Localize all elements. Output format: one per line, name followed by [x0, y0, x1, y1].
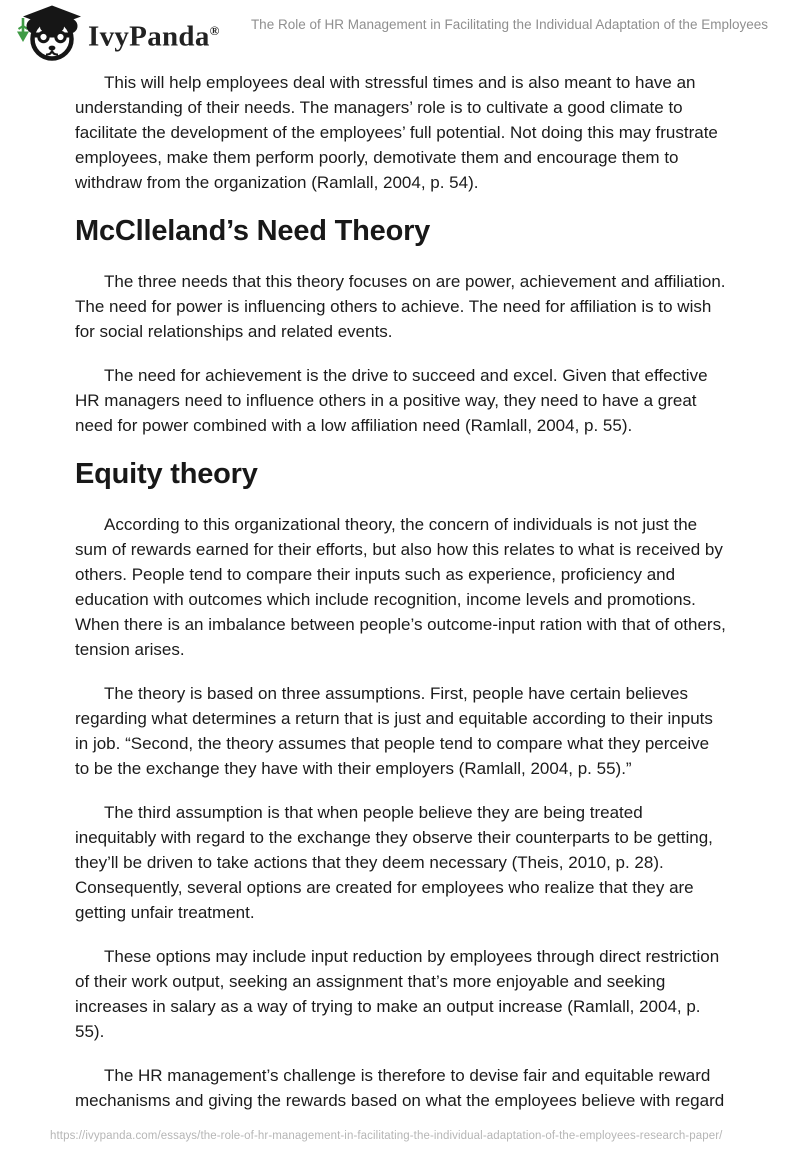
- paragraph-third-assumption: The third assumption is that when people believe they are being treated inequitably with regard to the exchange they observe their counterparts to be getting, they’ll be driven to take actions that they deem necessary (Theis, 2010, p. 28). Consequently, several options are created for employees who realize that they are getting unfair treatment.: [75, 803, 713, 922]
- paragraph-three-assumptions: The theory is based on three assumptions. First, people have certain believes regarding what determines a return that is just and equitable according to their inputs in job. “Second, the theory assumes that people tend to compare what they perceive to be the exchange they have with their employers (Ramlall, 2004, p. 55).”: [75, 684, 713, 778]
- ivypanda-logo: [12, 2, 220, 66]
- paragraph-equity-overview: According to this organizational theory, the concern of individuals is not just the sum of rewards earned for their efforts, but also how this relates to what is received by others. People tend to compare their inputs such as experience, proficiency and education with outcomes which include recognition, income levels and promotions. When there is an imbalance between people’s outcome-input ration with that of others, tension arises.: [75, 515, 726, 659]
- paragraph-need-achievement: The need for achievement is the drive to succeed and excel. Given that effective HR managers need to influence others in a positive way, they need to have a great need for power combined with a low affiliation need (Ramlall, 2004, p. 55).: [75, 366, 708, 435]
- registered-trademark-symbol: ®: [209, 23, 220, 38]
- paragraph-hr-challenge: The HR management’s challenge is therefore to devise fair and equitable reward mechanisms and giving the rewards based on what the employees believe with regard: [75, 1066, 725, 1110]
- section-heading-equity-theory: Equity theory: [75, 458, 258, 490]
- article-body: [75, 70, 727, 1132]
- source-url: https://ivypanda.com/essays/the-role-of-hr-management-in-facilitating-the-individual-adaptation-of-the-employees-research-paper/: [50, 1130, 723, 1142]
- page-header: [0, 0, 800, 64]
- paragraph-three-needs: The three needs that this theory focuses on are power, achievement and affiliation. The need for power is influencing others to achieve. The need for affiliation is to wish for social relationships and related events.: [75, 272, 726, 341]
- logo-wordmark: [88, 2, 220, 66]
- paragraph-options: These options may include input reduction by employees through direct restriction of their work output, seeking an assignment that’s more enjoyable and seeking increases in salary as a way of trying to make an output increase (Ramlall, 2004, p. 55).: [75, 947, 720, 1041]
- paragraph-intro: This will help employees deal with stressful times and is also meant to have an understanding of their needs. The managers’ role is to cultivate a good climate to facilitate the development of the employees’ full potential. Not doing this may frustrate employees, make them perform poorly, demotivate them and encourage them to withdraw from the organization (Ramlall, 2004, p. 54).: [75, 73, 718, 192]
- document-title: The Role of HR Management in Facilitating the Individual Adaptation of the Employees: [250, 17, 768, 32]
- logo-text: IvyPanda: [88, 20, 210, 53]
- section-heading-mcclleland-need-theory: McClleland’s Need Theory: [75, 215, 431, 247]
- panda-logo-icon: [12, 5, 82, 63]
